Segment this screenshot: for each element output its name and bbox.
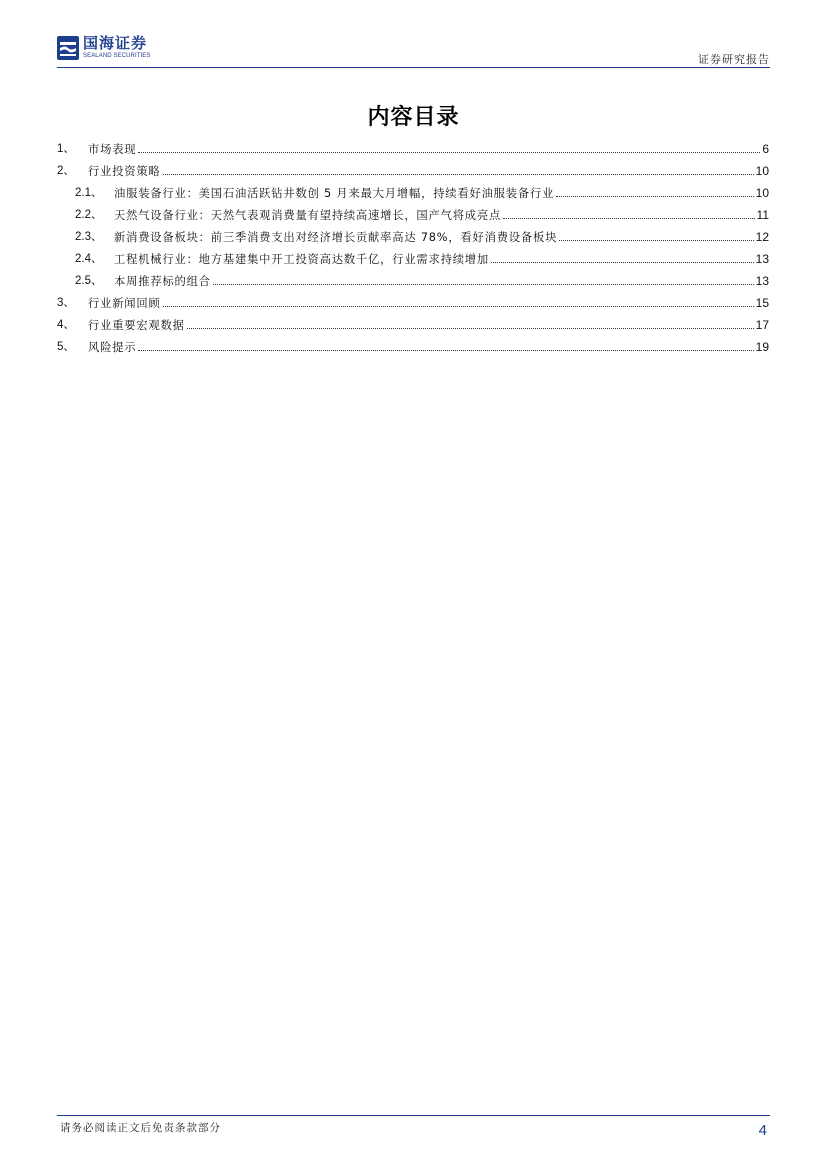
toc-entry[interactable]: [57, 333, 769, 355]
toc-entry-number: 4、: [57, 318, 75, 331]
toc-entry[interactable]: [57, 245, 769, 267]
toc-entry[interactable]: [57, 201, 769, 223]
toc-entry-title: 行业新闻回顾: [88, 296, 161, 310]
toc-entry-title: 行业投资策略: [88, 164, 161, 178]
header-divider: [57, 67, 770, 68]
logo-english-name: SEALAND SECURITIES: [83, 53, 151, 59]
toc-entry[interactable]: [57, 157, 769, 179]
sealand-logo-icon: [57, 36, 79, 60]
toc-entry-page: 17: [755, 318, 769, 332]
toc-leader-dots: [163, 306, 754, 307]
toc-entry-number: 2.4、: [75, 252, 103, 265]
toc-leader-dots: [138, 350, 753, 351]
page-number: 4: [758, 1122, 767, 1139]
toc-entry-title: 本周推荐标的组合: [114, 274, 211, 288]
toc-entry-number: 3、: [57, 296, 75, 309]
company-logo: [57, 36, 150, 64]
toc-leader-dots: [556, 196, 753, 197]
toc-entry[interactable]: [57, 135, 769, 157]
toc-entry-number: 2.3、: [75, 230, 103, 243]
toc-leader-dots: [213, 284, 754, 285]
toc-entry[interactable]: [57, 311, 769, 333]
toc-entry-page: 12: [755, 230, 769, 244]
toc-entry-page: 10: [755, 186, 769, 200]
toc-entry-number: 2、: [57, 164, 75, 177]
table-of-contents: [57, 135, 769, 355]
toc-entry-page: 13: [755, 274, 769, 288]
toc-entry-page: 11: [756, 208, 769, 222]
toc-entry-number: 2.2、: [75, 208, 103, 221]
toc-entry-title: 行业重要宏观数据: [88, 318, 185, 332]
toc-entry-page: 19: [755, 340, 769, 354]
toc-leader-dots: [138, 152, 760, 153]
footer-disclaimer: 请务必阅读正文后免责条款部分: [60, 1122, 221, 1134]
toc-leader-dots: [187, 328, 754, 329]
toc-leader-dots: [163, 174, 754, 175]
toc-entry[interactable]: [57, 223, 769, 245]
toc-title: 内容目录: [367, 105, 460, 130]
toc-entry-page: 15: [755, 296, 769, 310]
toc-entry-page: 6: [762, 142, 769, 156]
toc-entry-number: 1、: [57, 142, 75, 155]
toc-entry[interactable]: [57, 289, 769, 311]
toc-entry-number: 2.5、: [75, 274, 103, 287]
toc-leader-dots: [491, 262, 754, 263]
toc-entry-title: 工程机械行业：地方基建集中开工投资高达数千亿，行业需求持续增加: [114, 252, 490, 266]
toc-leader-dots: [559, 240, 753, 241]
report-type-label: 证券研究报告: [698, 53, 770, 66]
toc-entry-title: 油服装备行业：美国石油活跃钻井数创 5 月来最大月增幅，持续看好油服装备行业: [114, 186, 555, 200]
toc-entry-title: 风险提示: [88, 340, 137, 354]
toc-entry-number: 5、: [57, 340, 75, 353]
logo-chinese-name: 国海证券: [83, 34, 148, 52]
toc-entry-page: 13: [755, 252, 769, 266]
toc-entry[interactable]: [57, 179, 769, 201]
toc-entry-title: 新消费设备板块：前三季消费支出对经济增长贡献率高达 78%，看好消费设备板块: [114, 230, 558, 244]
toc-entry-number: 2.1、: [75, 186, 103, 199]
footer-divider: [57, 1115, 770, 1116]
toc-entry[interactable]: [57, 267, 769, 289]
toc-entry-title: 市场表现: [88, 142, 137, 156]
toc-entry-title: 天然气设备行业：天然气表观消费量有望持续高速增长，国产气将成亮点: [114, 208, 502, 222]
toc-leader-dots: [503, 218, 754, 219]
toc-entry-page: 10: [755, 164, 769, 178]
page-header: [57, 36, 770, 68]
